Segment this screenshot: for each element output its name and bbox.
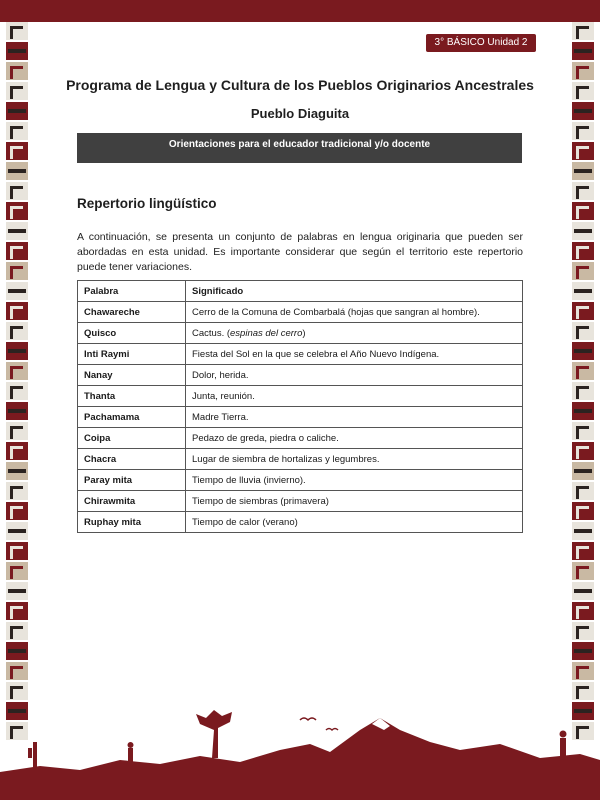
border-pattern-motif bbox=[10, 146, 23, 159]
border-pattern-tile bbox=[6, 442, 28, 460]
meaning-cell: Fiesta del Sol en la que se celebra el Año Nuevo Indígena. bbox=[186, 344, 523, 365]
border-pattern-tile bbox=[572, 542, 594, 560]
table-row bbox=[78, 428, 523, 449]
border-pattern-tile bbox=[572, 322, 594, 340]
border-pattern-motif bbox=[574, 589, 592, 593]
word-cell: Chacra bbox=[78, 449, 186, 470]
border-pattern-tile bbox=[6, 302, 28, 320]
border-pattern-motif bbox=[10, 666, 23, 679]
border-pattern-tile bbox=[6, 62, 28, 80]
border-pattern-tile bbox=[572, 22, 594, 40]
table-row bbox=[78, 512, 523, 533]
table-row bbox=[78, 323, 523, 344]
border-pattern-tile bbox=[572, 682, 594, 700]
border-pattern-tile bbox=[6, 182, 28, 200]
border-pattern-motif bbox=[576, 426, 589, 439]
border-pattern-tile bbox=[572, 142, 594, 160]
tree-silhouette bbox=[196, 710, 232, 758]
border-pattern-motif bbox=[576, 26, 589, 39]
border-pattern-motif bbox=[576, 366, 589, 379]
table-row bbox=[78, 491, 523, 512]
table-header-row bbox=[78, 281, 523, 302]
border-pattern-motif bbox=[10, 626, 23, 639]
border-pattern-motif bbox=[10, 206, 23, 219]
border-pattern-motif bbox=[576, 666, 589, 679]
border-pattern-motif bbox=[8, 349, 26, 353]
border-pattern-motif bbox=[8, 109, 26, 113]
border-pattern-tile bbox=[572, 122, 594, 140]
border-pattern-motif bbox=[576, 686, 589, 699]
intro-paragraph: A continuación, se presenta un conjunto de palabras en lengua originaria que pueden ser abordadas en esta unidad. Es importante considerar que según el territorio este repertorio puede tener variaciones. bbox=[77, 231, 523, 273]
border-pattern-tile bbox=[572, 182, 594, 200]
border-pattern-motif bbox=[574, 169, 592, 173]
border-pattern-tile bbox=[6, 662, 28, 680]
border-pattern-motif bbox=[10, 366, 23, 379]
border-pattern-motif bbox=[10, 446, 23, 459]
border-pattern-tile bbox=[6, 422, 28, 440]
border-pattern-tile bbox=[572, 602, 594, 620]
person-head-2 bbox=[560, 731, 567, 738]
border-pattern-tile bbox=[6, 342, 28, 360]
word-cell: Pachamama bbox=[78, 407, 186, 428]
border-pattern-motif bbox=[576, 146, 589, 159]
border-pattern-tile bbox=[572, 102, 594, 120]
page-title: Programa de Lengua y Cultura de los Pueblos Originarios Ancestrales bbox=[66, 77, 534, 93]
meaning-cell: Tiempo de lluvia (invierno). bbox=[186, 470, 523, 491]
meaning-text: Cactus. ( bbox=[192, 327, 231, 339]
border-pattern-motif bbox=[574, 409, 592, 413]
meaning-cell: Cerro de la Comuna de Combarbalá (hojas que sangran al hombre). bbox=[186, 302, 523, 323]
border-pattern-motif bbox=[10, 246, 23, 259]
word-cell: Chirawmita bbox=[78, 491, 186, 512]
border-pattern-tile bbox=[6, 122, 28, 140]
table-row bbox=[78, 386, 523, 407]
meaning-cell: Pedazo de greda, piedra o caliche. bbox=[186, 428, 523, 449]
border-pattern-tile bbox=[6, 102, 28, 120]
word-cell: Nanay bbox=[78, 365, 186, 386]
landscape-silhouette-illustration bbox=[0, 700, 600, 800]
column-header-word: Palabra bbox=[78, 281, 186, 302]
border-pattern-motif bbox=[10, 266, 23, 279]
border-pattern-tile bbox=[6, 162, 28, 180]
border-pattern-tile bbox=[6, 402, 28, 420]
border-pattern-motif bbox=[10, 66, 23, 79]
person-silhouette-2 bbox=[560, 738, 566, 758]
border-pattern-motif bbox=[8, 169, 26, 173]
border-pattern-tile bbox=[6, 82, 28, 100]
border-pattern-motif bbox=[576, 246, 589, 259]
meaning-cell: Lugar de siembra de hortalizas y legumbres. bbox=[186, 449, 523, 470]
border-pattern-tile bbox=[6, 42, 28, 60]
border-pattern-tile bbox=[6, 682, 28, 700]
table-row bbox=[78, 302, 523, 323]
border-pattern-motif bbox=[576, 326, 589, 339]
table-row bbox=[78, 407, 523, 428]
meaning-cell: Tiempo de siembras (primavera) bbox=[186, 491, 523, 512]
section-heading: Repertorio lingüístico bbox=[77, 196, 217, 211]
word-cell: Quisco bbox=[78, 323, 186, 344]
border-pattern-motif bbox=[10, 186, 23, 199]
border-pattern-tile bbox=[572, 502, 594, 520]
border-pattern-motif bbox=[574, 289, 592, 293]
border-pattern-tile bbox=[6, 542, 28, 560]
border-pattern-motif bbox=[576, 186, 589, 199]
border-pattern-motif bbox=[576, 206, 589, 219]
ground-silhouette bbox=[0, 718, 600, 800]
vocabulary-table bbox=[77, 280, 523, 533]
table-row bbox=[78, 470, 523, 491]
border-pattern-tile bbox=[6, 562, 28, 580]
person-silhouette bbox=[128, 748, 133, 764]
border-pattern-tile bbox=[6, 22, 28, 40]
border-pattern-tile bbox=[6, 602, 28, 620]
border-pattern-motif bbox=[10, 86, 23, 99]
border-pattern-motif bbox=[576, 546, 589, 559]
bird-silhouette bbox=[300, 718, 316, 720]
word-cell: Paray mita bbox=[78, 470, 186, 491]
border-pattern-tile bbox=[572, 162, 594, 180]
border-pattern-motif bbox=[8, 229, 26, 233]
border-pattern-motif bbox=[576, 446, 589, 459]
border-pattern-motif bbox=[576, 266, 589, 279]
border-pattern-motif bbox=[576, 606, 589, 619]
border-pattern-motif bbox=[10, 546, 23, 559]
border-pattern-tile bbox=[572, 642, 594, 660]
border-pattern-tile bbox=[6, 622, 28, 640]
border-pattern-tile bbox=[572, 622, 594, 640]
border-pattern-motif bbox=[10, 26, 23, 39]
word-cell: Coipa bbox=[78, 428, 186, 449]
word-cell: Chawareche bbox=[78, 302, 186, 323]
border-pattern-tile bbox=[572, 222, 594, 240]
border-pattern-motif bbox=[576, 86, 589, 99]
border-pattern-tile bbox=[6, 142, 28, 160]
border-pattern-motif bbox=[10, 386, 23, 399]
border-pattern-motif bbox=[10, 606, 23, 619]
table-row bbox=[78, 344, 523, 365]
border-pattern-tile bbox=[6, 242, 28, 260]
border-pattern-motif bbox=[574, 229, 592, 233]
border-pattern-motif bbox=[574, 469, 592, 473]
border-pattern-motif bbox=[576, 626, 589, 639]
border-pattern-tile bbox=[6, 322, 28, 340]
border-pattern-motif bbox=[576, 486, 589, 499]
meaning-emphasis: espinas del cerro bbox=[230, 327, 303, 339]
page-subtitle: Pueblo Diaguita bbox=[250, 106, 350, 121]
border-pattern-motif bbox=[10, 326, 23, 339]
cactus-silhouette bbox=[33, 742, 37, 768]
border-pattern-tile bbox=[572, 402, 594, 420]
border-pattern-motif bbox=[8, 529, 26, 533]
border-pattern-tile bbox=[572, 262, 594, 280]
border-pattern-tile bbox=[572, 442, 594, 460]
border-pattern-motif bbox=[576, 506, 589, 519]
border-pattern-tile bbox=[572, 562, 594, 580]
top-decorative-bar bbox=[0, 0, 600, 22]
border-pattern-motif bbox=[576, 66, 589, 79]
right-decorative-border bbox=[572, 22, 594, 742]
person-head bbox=[128, 742, 134, 748]
border-pattern-tile bbox=[6, 502, 28, 520]
border-pattern-motif bbox=[10, 306, 23, 319]
border-pattern-motif bbox=[8, 289, 26, 293]
border-pattern-motif bbox=[576, 126, 589, 139]
border-pattern-tile bbox=[572, 362, 594, 380]
border-pattern-motif bbox=[574, 349, 592, 353]
border-pattern-motif bbox=[10, 506, 23, 519]
border-pattern-motif bbox=[10, 426, 23, 439]
border-pattern-motif bbox=[8, 409, 26, 413]
border-pattern-tile bbox=[572, 662, 594, 680]
meaning-cell bbox=[186, 323, 523, 344]
border-pattern-tile bbox=[6, 222, 28, 240]
column-header-meaning: Significado bbox=[186, 281, 523, 302]
meaning-text-end: ) bbox=[302, 327, 306, 339]
border-pattern-motif bbox=[8, 589, 26, 593]
border-pattern-motif bbox=[576, 306, 589, 319]
border-pattern-tile bbox=[572, 42, 594, 60]
border-pattern-tile bbox=[6, 262, 28, 280]
meaning-cell: Junta, reunión. bbox=[186, 386, 523, 407]
border-pattern-motif bbox=[574, 109, 592, 113]
border-pattern-tile bbox=[572, 282, 594, 300]
border-pattern-tile bbox=[572, 242, 594, 260]
border-pattern-tile bbox=[572, 522, 594, 540]
border-pattern-tile bbox=[572, 582, 594, 600]
border-pattern-tile bbox=[572, 82, 594, 100]
border-pattern-tile bbox=[6, 282, 28, 300]
border-pattern-motif bbox=[10, 486, 23, 499]
border-pattern-tile bbox=[6, 202, 28, 220]
border-pattern-motif bbox=[576, 386, 589, 399]
border-pattern-motif bbox=[574, 649, 592, 653]
border-pattern-motif bbox=[10, 686, 23, 699]
table-row bbox=[78, 449, 523, 470]
border-pattern-motif bbox=[574, 49, 592, 53]
table-row bbox=[78, 365, 523, 386]
border-pattern-tile bbox=[6, 482, 28, 500]
left-decorative-border bbox=[6, 22, 28, 742]
border-pattern-motif bbox=[8, 49, 26, 53]
section-banner: Orientaciones para el educador tradicional y/o docente bbox=[77, 133, 522, 163]
border-pattern-motif bbox=[574, 529, 592, 533]
border-pattern-tile bbox=[572, 482, 594, 500]
grade-unit-badge: 3° BÁSICO Unidad 2 bbox=[426, 34, 536, 52]
word-cell: Inti Raymi bbox=[78, 344, 186, 365]
border-pattern-tile bbox=[572, 302, 594, 320]
bird-silhouette-2 bbox=[326, 729, 338, 731]
word-cell: Thanta bbox=[78, 386, 186, 407]
border-pattern-motif bbox=[8, 649, 26, 653]
border-pattern-tile bbox=[572, 422, 594, 440]
border-pattern-tile bbox=[6, 522, 28, 540]
border-pattern-tile bbox=[572, 382, 594, 400]
border-pattern-tile bbox=[6, 462, 28, 480]
border-pattern-motif bbox=[10, 566, 23, 579]
border-pattern-motif bbox=[10, 126, 23, 139]
word-cell: Ruphay mita bbox=[78, 512, 186, 533]
border-pattern-tile bbox=[6, 382, 28, 400]
border-pattern-tile bbox=[572, 62, 594, 80]
border-pattern-tile bbox=[572, 342, 594, 360]
meaning-cell: Dolor, herida. bbox=[186, 365, 523, 386]
border-pattern-tile bbox=[572, 462, 594, 480]
border-pattern-tile bbox=[6, 362, 28, 380]
meaning-cell: Tiempo de calor (verano) bbox=[186, 512, 523, 533]
meaning-cell: Madre Tierra. bbox=[186, 407, 523, 428]
border-pattern-motif bbox=[8, 469, 26, 473]
border-pattern-motif bbox=[576, 566, 589, 579]
border-pattern-tile bbox=[6, 642, 28, 660]
cactus-arm bbox=[28, 748, 32, 758]
border-pattern-tile bbox=[6, 582, 28, 600]
border-pattern-tile bbox=[572, 202, 594, 220]
